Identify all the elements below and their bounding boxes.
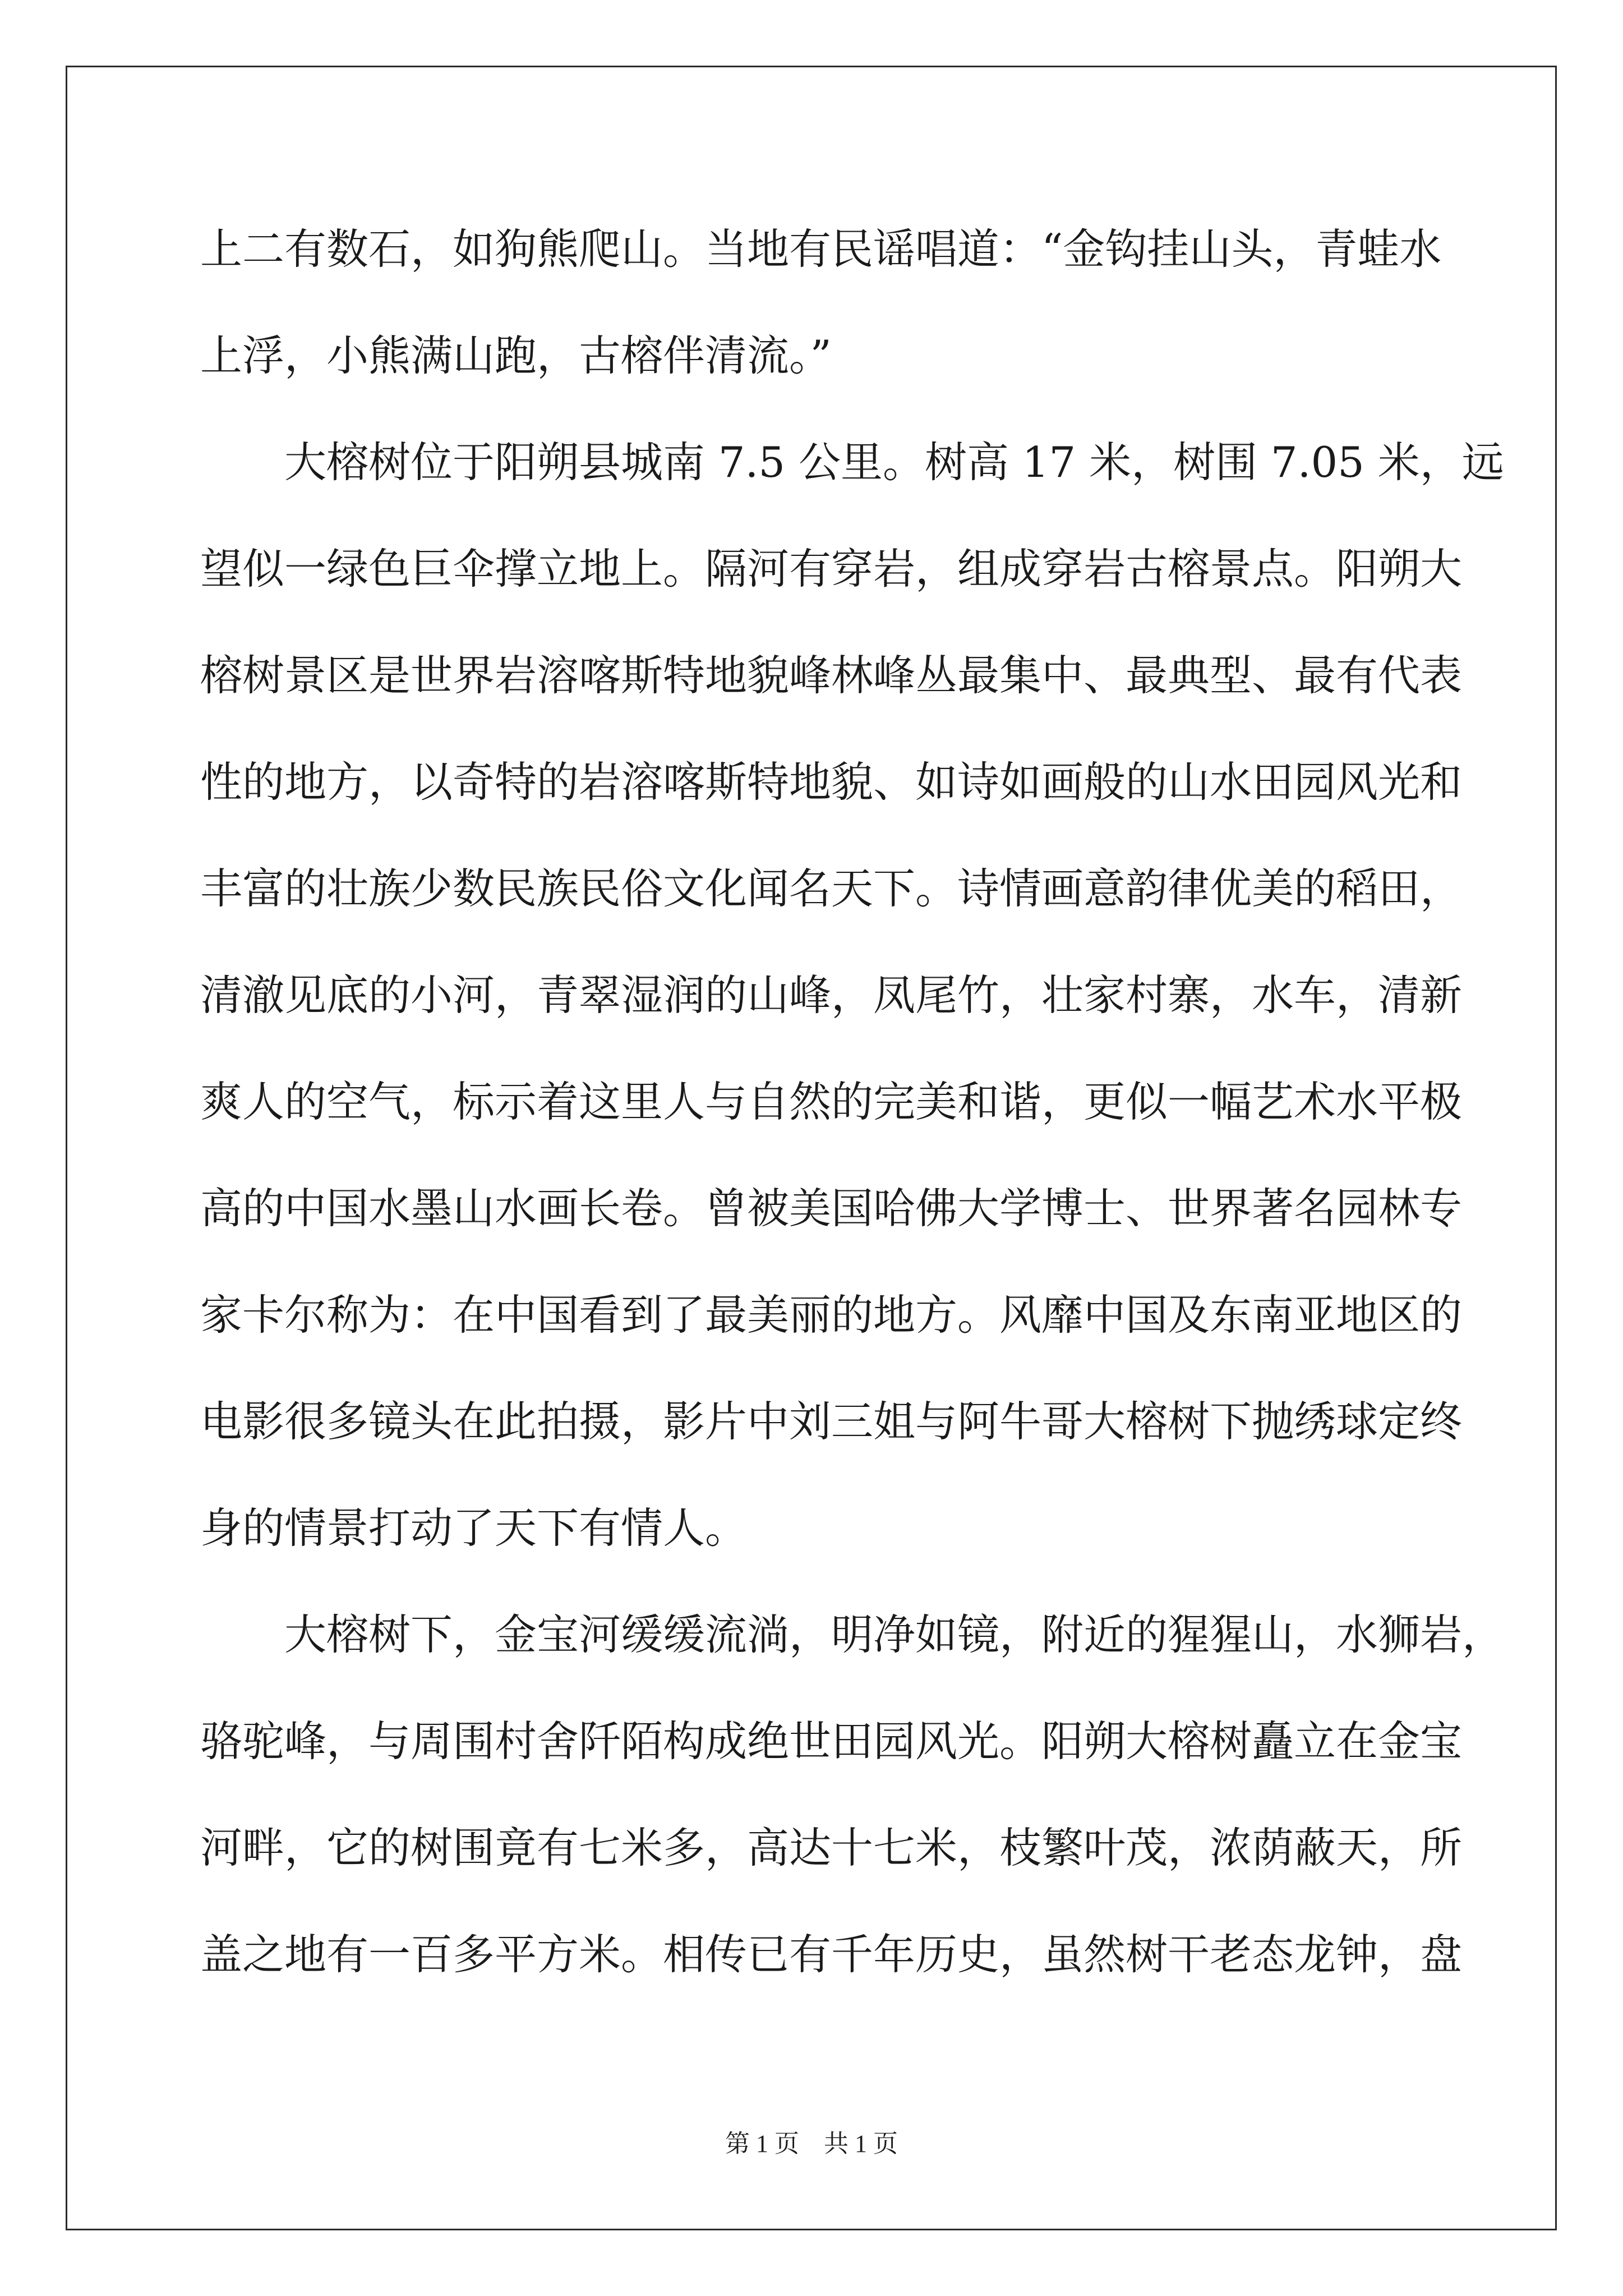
text-line: 大榕树下，金宝河缓缓流淌，明净如镜，附近的猩猩山，水狮岩， [284, 1610, 1505, 1659]
text-line: 性的地方，以奇特的岩溶喀斯特地貌、如诗如画般的山水田园风光和 [200, 757, 1463, 807]
text-line: 爽人的空气，标示着这里人与自然的完美和谐，更似一幅艺术水平极 [200, 1077, 1463, 1126]
text-line: 高的中国水墨山水画长卷。曾被美国哈佛大学博士、世界著名园林专 [200, 1184, 1463, 1233]
text-line: 骆驼峰，与周围村舍阡陌构成绝世田园风光。阳朔大榕树矗立在金宝 [200, 1717, 1463, 1766]
page-number-footer: 第 1 页 共 1 页 [725, 2130, 898, 2157]
text-line: 盖之地有一百多平方米。相传已有千年历史，虽然树干老态龙钟，盘 [200, 1930, 1463, 1979]
document-body [200, 215, 1505, 2027]
text-line: 上浮，小熊满山跑，古榕伴清流。” [200, 331, 832, 380]
paragraph [200, 1601, 1505, 2027]
text-line: 丰富的壮族少数民族民俗文化闻名天下。诗情画意韵律优美的稻田， [200, 864, 1463, 913]
paragraph [200, 215, 1442, 429]
text-line: 身的情景打动了天下有情人。 [200, 1503, 748, 1553]
text-line: 榕树景区是世界岩溶喀斯特地貌峰林峰丛最集中、最典型、最有代表 [200, 651, 1463, 700]
text-line: 望似一绿色巨伞撑立地上。隔河有穿岩，组成穿岩古榕景点。阳朔大 [200, 544, 1463, 593]
text-line: 大榕树位于阳朔县城南 7.5 公里。树高 17 米，树围 7.05 米，远 [284, 438, 1504, 487]
text-line: 家卡尔称为：在中国看到了最美丽的地方。风靡中国及东南亚地区的 [200, 1290, 1463, 1340]
text-line: 电影很多镜头在此拍摄，影片中刘三姐与阿牛哥大榕树下抛绣球定终 [200, 1397, 1463, 1446]
text-line: 清澈见底的小河，青翠湿润的山峰，凤尾竹，壮家村寨，水车，清新 [200, 970, 1463, 1020]
text-line: 上二有数石，如狗熊爬山。当地有民谣唱道：“金钩挂山头，青蛙水 [200, 224, 1442, 274]
paragraph [200, 429, 1504, 1601]
text-line: 河畔，它的树围竟有七米多，高达十七米，枝繁叶茂，浓荫蔽天，所 [200, 1823, 1463, 1872]
